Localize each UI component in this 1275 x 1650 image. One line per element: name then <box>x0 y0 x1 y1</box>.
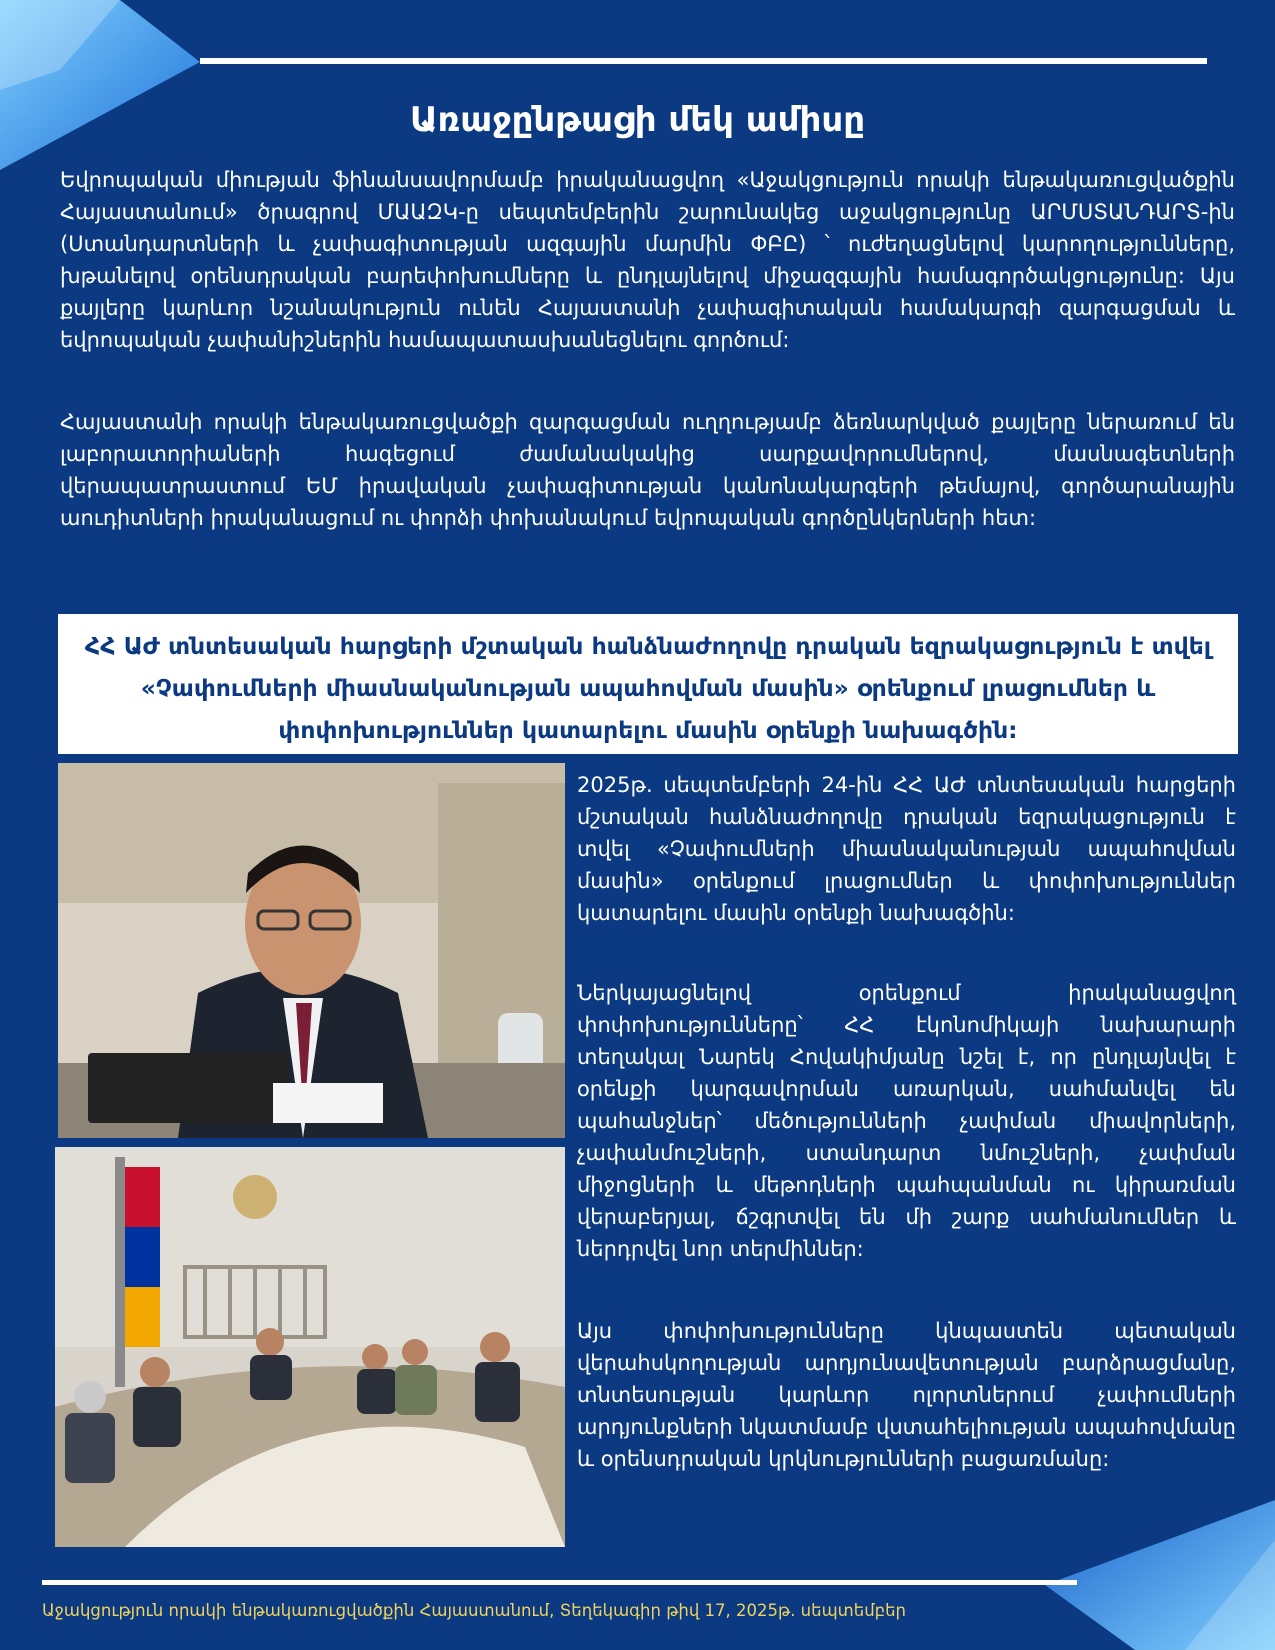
footer-text: Աջակցություն որակի ենթակառուցվածքին Հայաստանում, Տեղեկագիր թիվ 17, 2025թ. սեպտեմբեր <box>42 1601 907 1620</box>
corner-triangle-decoration <box>1015 1500 1275 1650</box>
article-paragraph: Այս փոփոխությունները կնպաստեն պետական վերահսկողության արդյունավետության բարձրացմանը, տնտեսության կարևոր ոլորտներում չափումների արդյունքների նկատմամբ վստահելիության ապահովմանը և օրենսդրական կրկնությունների բացառմանը: <box>577 1319 1236 1471</box>
article-paragraph: Ներկայացնելով օրենքում իրականացվող փոփոխությունները՝ ՀՀ էկոնոմիկայի նախարարի տեղակալ Նարեկ Հովակիմյանը նշել է, որ ընդլայնվել է օրենքի կարգավորման առարկան, սահմանվել են պահանջներ՝ մեծությունների չափման միավորների, չափանմուշների, ստանդարտ նմուշների, չափման միջոցների և մեթոդների պահպանման ու կիրառման վերաբերյալ, ճշգրտվել են մի շարք սահմանումներ և ներդրվել նոր տերմիններ: <box>577 981 1236 1261</box>
top-divider-line <box>200 58 1207 64</box>
bottom-divider-line <box>42 1580 1077 1585</box>
intro-paragraph: Եվրոպական միության ֆինանսավորմամբ իրականացվող «Աջակցություն որակի ենթակառուցվածքին Հայաստանում» ծրագրով ՄԱԱԶԿ-ը սեպտեմբերին շարունակեց աջակցությունը ԱՐՄՍՏԱՆԴԱՐՏ-ին (Ստանդարտների և չափագիտության ազգային մարմին ՓԲԸ) ՝ ուժեղացնելով կարողությունները, խթանելով օրենսդրական բարեփոխումները և ընդլայնելով միջազգային համագործակցությունը: Այս քայլերը կարևոր նշանակություն ունեն Հայաստանի չափագիտական համակարգի զարգացման և եվրոպական չափանիշներին համապատասխանեցնելու գործում: <box>60 168 1235 352</box>
meeting-photo <box>55 1147 565 1547</box>
headline-text: ՀՀ ԱԺ տնտեսական հարցերի մշտական հանձնաժողովը դրական եզրակացություն է տվել «Չափումների միասնականության ապահովման մասին» օրենքում լրացումներ և փոփոխություններ կատարելու մասին օրենքի նախագծին: <box>84 632 1212 744</box>
headline-box <box>58 614 1238 754</box>
intro-paragraph: Հայաստանի որակի ենթակառուցվածքի զարգացման ուղղությամբ ձեռնարկված քայլերը ներառում են լաբորատորիաների հագեցում ժամանակակից սարքավորումներով, մասնագետների վերապատրաստում ԵՄ իրավական չափագիտության կանոնակարգերի թեմայով, գործարանային աուդիտների իրականացում ու փորձի փոխանակում եվրոպական գործընկերների հետ: <box>60 410 1235 530</box>
page-title: Առաջընթացի մեկ ամիսը <box>409 100 866 140</box>
article-paragraph: 2025թ. սեպտեմբերի 24-ին ՀՀ ԱԺ տնտեսական հարցերի մշտական հանձնաժողովը դրական եզրակացություն է տվել «Չափումների միասնականության ապահովման մասին» օրենքում լրացումներ և փոփոխություններ կատարելու մասին օրենքի նախագծին: <box>577 773 1236 925</box>
corner-triangle-decoration <box>0 0 205 180</box>
speaker-photo <box>58 763 565 1138</box>
